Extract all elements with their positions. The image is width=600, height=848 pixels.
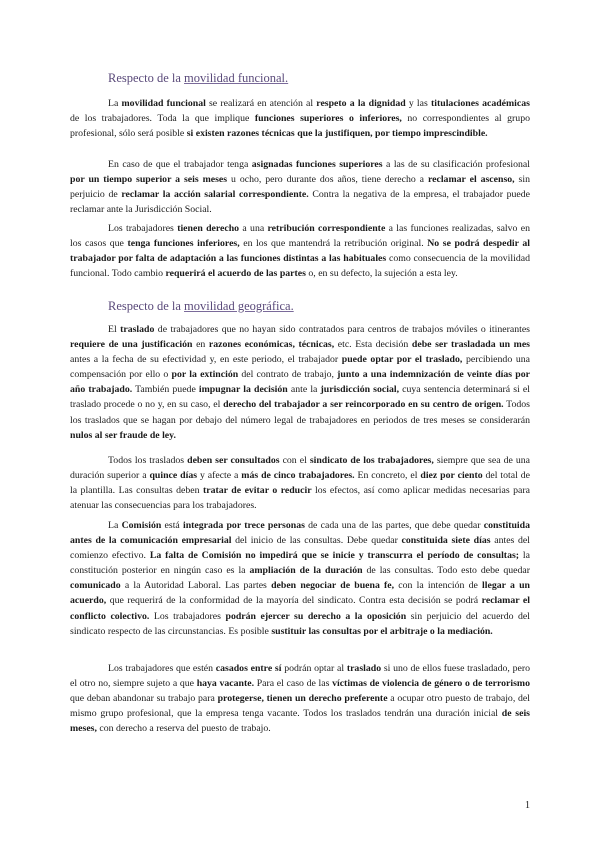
text-run: u ocho, pero durante dos años, tiene derecho a [227,174,428,186]
bold-text: más de cinco trabajadores. [241,470,355,482]
paragraph [70,221,530,281]
text-run: Todos los traslados que se hagan por debajo del número legal de trabajadores en periodos de tres meses se considerarán [70,399,530,426]
bold-text: debe ser trasladada un mes [411,339,530,351]
page-number: 1 [525,800,530,811]
bold-text: sustituir las consultas por el arbitraje o la mediación. [271,625,493,637]
bold-text: víctimas de violencia de género o de terrorismo [332,678,530,690]
bold-text: tratar de evitar o reducir [202,485,312,497]
text-run: podrán optar al [281,663,347,674]
bold-text: si existen razones técnicas que la justifiquen, por tiempo imprescindible. [186,128,488,140]
bold-text: Comisión [121,520,162,531]
paragraph [70,322,530,443]
text-run: y las [405,98,431,109]
bold-text: de seis meses, [70,708,530,735]
paragraph [70,661,530,736]
text-run: está [161,520,183,531]
text-run: a las funciones realizadas, salvo en los casos que [70,223,530,250]
bold-text: podrán ejercer su derecho a la oposición [225,610,407,622]
text-run: se realizará en atención al [205,98,317,109]
text-run: de los trabajadores. Toda la que implique [70,113,255,125]
bold-text: deben negociar de buena fe, [271,580,395,592]
bold-text: protegerse, tienen un derecho preferente [217,693,388,705]
bold-text: puede optar por el traslado, [341,354,463,366]
bold-text: haya vacante. [196,678,255,690]
text-run: a una [239,223,268,234]
bold-text: reclamar la acción salarial correspondiente. [121,189,309,201]
text-run: de las consultas. Todo esto debe quedar [362,565,530,577]
text-run: Para el caso de las [254,678,333,690]
text-run: del total de la plantilla. Las consultas deben [70,470,530,497]
text-run: Los trabajadores que estén [108,663,216,674]
text-run: Los trabajadores [108,223,178,234]
bold-text: quince días [149,470,198,482]
text-run: los efectos, así como aplicar medidas necesarias para atenuar las consecuencias para los trabajadores. [70,485,530,512]
text-run: y afecte a [197,470,242,482]
bold-text: llegar a un acuerdo, [70,580,530,607]
text-run: También puede [132,384,199,396]
text-run: cuya sentencia determinará si el traslado procede o no y, en su caso, el [70,384,530,411]
bold-text: titulaciones académicas [431,98,530,109]
bold-text: respeto a la dignidad [316,98,406,109]
section-title-movilidad-geografica: Respecto de la movilidad geográfica. [108,299,294,313]
text-run: En caso de que el trabajador tenga [108,159,252,170]
text-run: con derecho a reserva del puesto de trabajo. [96,723,271,735]
text-run: Todos los traslados [108,455,188,466]
text-run: de trabajadores que no hayan sido contratados para centros de trabajos móviles o itinerantes [154,324,530,335]
bold-text: junto a una indemnización de veinte días por año trabajado. [70,369,530,396]
bold-text: deben ser consultados [187,455,280,466]
paragraph [70,518,530,639]
text-run: Contra la negativa de la empresa, el trabajador puede reclamar ante la Jurisdicción Social. [70,189,530,216]
bold-text: por la extinción [171,369,239,381]
text-run: Los trabajadores [149,610,226,622]
bold-text: razones económicas, técnicas, [208,339,335,351]
text-run: a la Autoridad Laboral. Las partes [120,580,272,592]
bold-text: casados entre sí [215,663,282,674]
bold-text: movilidad funcional [121,98,206,109]
text-run: etc. Esta decisión [334,339,412,351]
text-run: si uno de ellos fuese trasladado, pero el otro no, siempre sujeto a que [70,663,530,690]
bold-text: reclamar el conflicto colectivo. [70,595,530,622]
bold-text: tenga funciones inferiores, [127,238,240,250]
paragraph [70,453,530,513]
bold-text: La falta de Comisión no impedirá que se inicie y transcurra el período de consultas; [149,550,520,562]
bold-text: retribución correspondiente [267,223,386,234]
bold-text: requerirá el acuerdo de las partes [165,268,306,280]
text-run: percibiendo una compensación por ello o [70,354,530,381]
text-run: que deban abandonar su trabajo para [70,693,218,705]
bold-text: nulos al ser fraude de ley. [70,429,176,441]
bold-text: constituida siete días [401,535,491,547]
text-run: antes a la fecha de su efectividad y, en este periodo, el trabajador [70,354,342,366]
paragraph [70,157,530,217]
bold-text: traslado [346,663,382,674]
bold-text: ampliación de la duración [249,565,363,577]
section-title-movilidad-funcional: Respecto de la movilidad funcional. [108,71,289,85]
text-run: no correspondientes al grupo profesional, sólo será posible [70,113,531,140]
text-run: del contrato de trabajo, [238,369,338,381]
text-run: o, en su defecto, la sujeción a esta ley. [305,268,458,280]
text-run: ante la [287,384,321,396]
bold-text: funciones superiores o inferiores, [254,113,402,125]
text-run: en [192,339,209,351]
bold-text: por un tiempo superior a seis meses [70,174,228,186]
text-run: a ocupar otro puesto de trabajo, del mismo grupo profesional, que la empresa tenga vacante. Todos los traslados tendrán una duración inicial [70,693,530,720]
text-run: antes del comienzo efectivo. [70,535,530,562]
text-run: En concreto, el [354,470,421,482]
paragraph [70,96,530,141]
text-run: en los que mantendrá la retribución original. [239,238,428,250]
text-run: que requerirá de la conformidad de la mayoría del sindicato. Contra esta decisión se podrá [106,595,482,607]
text-run: siempre que sea de una duración superior a [70,455,530,482]
text-run: sin perjuicio de [70,174,530,201]
bold-text: jurisdicción social, [320,384,400,396]
bold-text: derecho del trabajador a ser reincorporado en su centro de origen. [223,399,504,411]
text-run: con el [279,455,310,466]
text-run: sin perjuicio del acuerdo del sindicato respecto de las circunstancias. Es posible [70,610,530,637]
bold-text: diez por ciento [420,470,483,482]
bold-text: No se podrá despedir al trabajador por falta de adaptación a las funciones distintas a las habituales [70,238,530,265]
text-run: como consecuencia de la movilidad funcional. Todo cambio [70,253,530,280]
text-run: con la intención de [394,580,483,592]
text-run: El [108,324,121,335]
bold-text: integrada por trece personas [182,520,305,531]
bold-text: sindicato de los trabajadores, [309,455,434,466]
text-run: La [108,98,122,109]
text-run: de cada una de las partes, que debe quedar [304,520,484,531]
text-run: La [108,520,122,531]
bold-text: constituida antes de la comunicación empresarial [70,520,530,547]
text-run: del inicio de las consultas. Debe quedar [231,535,402,547]
text-run: a las de su clasificación profesional [382,159,530,170]
bold-text: impugnar la decisión [198,384,288,396]
bold-text: comunicado [70,580,121,592]
bold-text: tienen derecho [177,223,240,234]
bold-text: requiere de una justificación [70,339,193,351]
bold-text: traslado [120,324,155,335]
bold-text: asignadas funciones superiores [251,159,383,170]
text-run: la constitución posterior en ningún caso es la [70,550,530,577]
bold-text: reclamar el ascenso, [427,174,515,186]
